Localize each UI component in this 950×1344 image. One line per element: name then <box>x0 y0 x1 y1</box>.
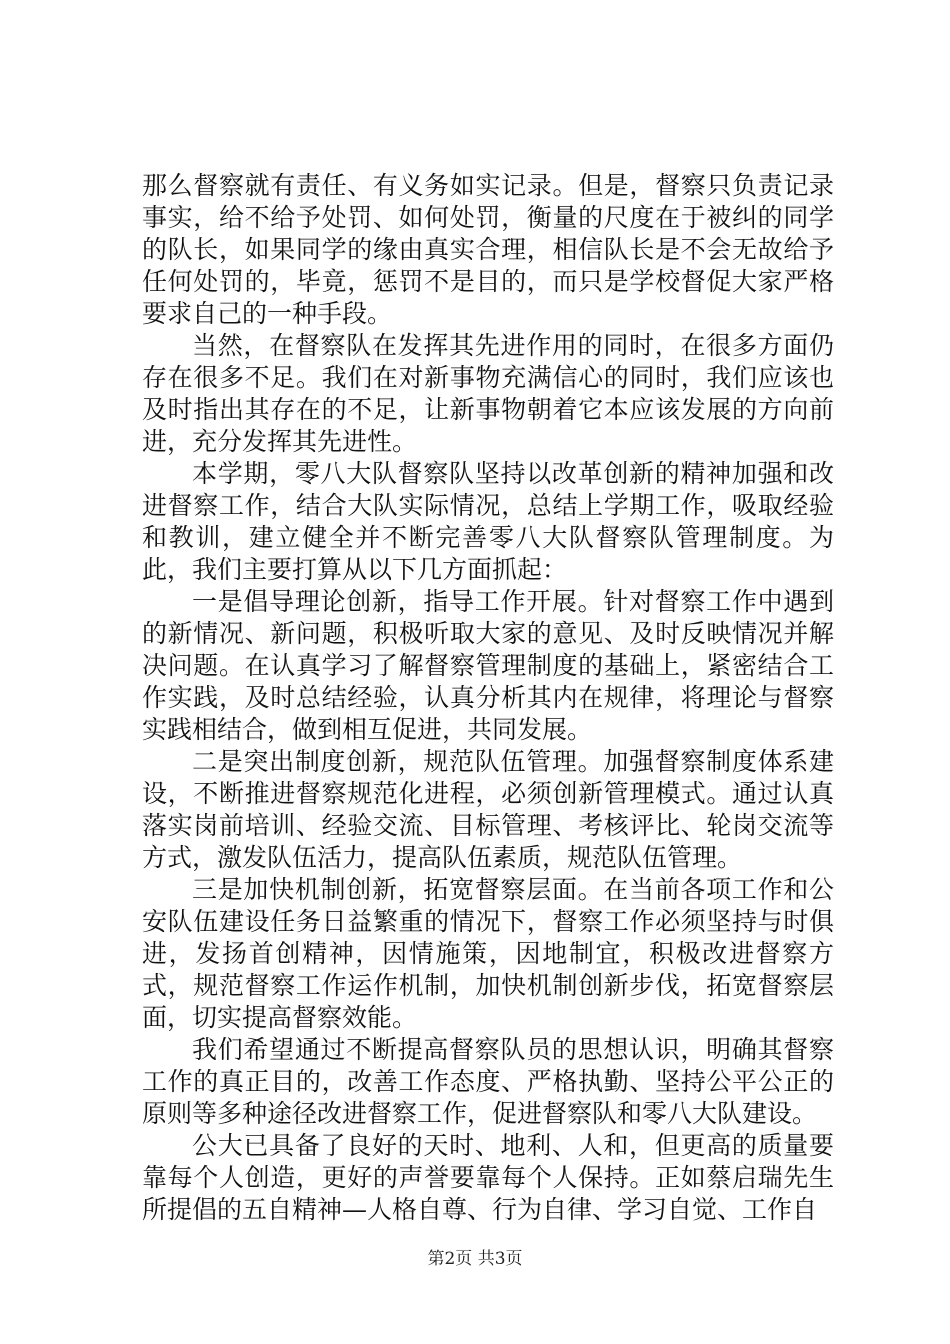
paragraph-8: 公大已具备了良好的天时、地利、人和，但更高的质量要靠每个人创造，更好的声誉要靠每个人保持。正如蔡启瑞先生所提倡的五自精神—人格自尊、行为自律、学习自觉、工作自 <box>142 1131 834 1224</box>
paragraph-1: 那么督察就有责任、有义务如实记录。但是，督察只负责记录事实，给不给予处罚、如何处罚，衡量的尺度在于被纠的同学的队长，如果同学的缘由真实合理，相信队长是不会无故给予任何处罚的，毕竟，惩罚不是目的，而只是学校督促大家严格要求自己的一种手段。 <box>142 171 834 328</box>
body-text <box>142 170 834 1226</box>
paragraph-7: 我们希望通过不断提高督察队员的思想认识，明确其督察工作的真正目的，改善工作态度、严格执勤、坚持公平公正的原则等多种途径改进督察工作，促进督察队和零八大队建设。 <box>142 1035 834 1128</box>
paragraph-4: 一是倡导理论创新，指导工作开展。针对督察工作中遇到的新情况、新问题，积极听取大家的意见、及时反映情况并解决问题。在认真学习了解督察管理制度的基础上，紧密结合工作实践，及时总结经验，认真分析其内在规律，将理论与督察实践相结合，做到相互促进，共同发展。 <box>142 587 834 744</box>
paragraph-5: 二是突出制度创新，规范队伍管理。加强督察制度体系建设，不断推进督察规范化进程，必须创新管理模式。通过认真落实岗前培训、经验交流、目标管理、考核评比、轮岗交流等方式，激发队伍活力，提高队伍素质，规范队伍管理。 <box>142 747 834 872</box>
paragraph-3: 本学期，零八大队督察队坚持以改革创新的精神加强和改进督察工作，结合大队实际情况，总结上学期工作，吸取经验和教训，建立健全并不断完善零八大队督察队管理制度。为此，我们主要打算从以下几方面抓起： <box>142 459 834 584</box>
paragraph-6: 三是加快机制创新，拓宽督察层面。在当前各项工作和公安队伍建设任务日益繁重的情况下，督察工作必须坚持与时俱进，发扬首创精神，因情施策，因地制宜，积极改进督察方式，规范督察工作运作机制，加快机制创新步伐，拓宽督察层面，切实提高督察效能。 <box>142 875 834 1032</box>
page-footer: 第2页 共3页 <box>427 1249 523 1269</box>
paragraph-2: 当然，在督察队在发挥其先进作用的同时，在很多方面仍存在很多不足。我们在对新事物充满信心的同时，我们应该也及时指出其存在的不足，让新事物朝着它本应该发展的方向前进，充分发挥其先进性。 <box>142 331 834 456</box>
